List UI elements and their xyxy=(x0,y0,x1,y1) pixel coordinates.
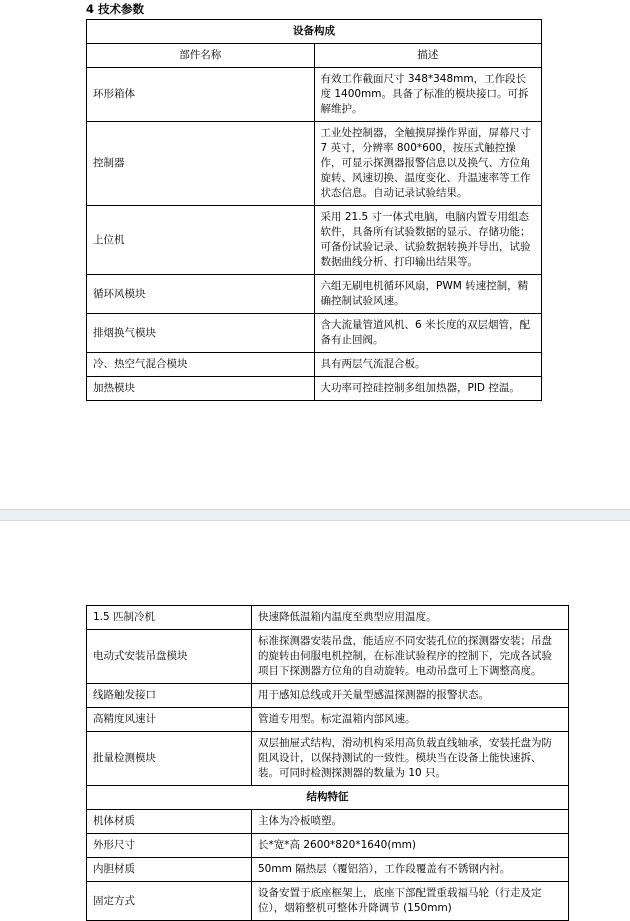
part-desc: 有效工作截面尺寸 348*348mm，工作段长度 1400mm。具备了标准的模块接口。可拆解维护。 xyxy=(314,68,542,122)
part-name: 循环风模块 xyxy=(87,275,315,314)
part-desc: 具有两层气流混合板。 xyxy=(314,353,542,377)
part-desc: 快速降低温箱内温度至典型应用温度。 xyxy=(252,606,569,630)
table-row xyxy=(87,314,542,353)
table-subtitle: 结构特征 xyxy=(87,786,569,810)
part-desc: 标准探测器安装吊盘，能适应不同安装孔位的探测器安装；吊盘的旋转由伺服电机控制，在标准试验程序的控制下，完成各试验项目下探测器方位角的自动旋转。电动吊盘可上下调整高度。 xyxy=(252,630,569,684)
page-gap-top xyxy=(0,401,630,509)
page-gap-bottom xyxy=(0,521,630,605)
table-row xyxy=(87,353,542,377)
table-row xyxy=(87,606,569,630)
table-header-row xyxy=(87,44,542,68)
part-desc: 设备安置于底座框架上，底座下部配置重载福马轮（行走及定位），烟箱整机可整体升降调节 (150mm) xyxy=(252,882,569,921)
part-name: 内胆材质 xyxy=(87,858,252,882)
part-desc: 大功率可控硅控制多组加热器，PID 控温。 xyxy=(314,377,542,401)
part-desc: 管道专用型。标定温箱内部风速。 xyxy=(252,708,569,732)
part-name: 控制器 xyxy=(87,122,315,206)
table-row xyxy=(87,732,569,786)
table-row xyxy=(87,68,542,122)
table-row xyxy=(87,882,569,921)
part-name: 机体材质 xyxy=(87,810,252,834)
table-row xyxy=(87,275,542,314)
part-name: 加热模块 xyxy=(87,377,315,401)
part-desc: 50mm 隔热层（覆铝箔），工作段覆盖有不锈钢内衬。 xyxy=(252,858,569,882)
part-desc: 用于感知总线或开关量型感温探测器的报警状态。 xyxy=(252,684,569,708)
table-row xyxy=(87,810,569,834)
table-row xyxy=(87,684,569,708)
page-break-divider xyxy=(0,509,630,521)
part-desc: 长*宽*高 2600*820*1640(mm) xyxy=(252,834,569,858)
table-subtitle-row xyxy=(87,786,569,810)
table-row xyxy=(87,708,569,732)
table-row xyxy=(87,122,542,206)
part-desc: 工业处控制器，全触摸屏操作界面，屏幕尺寸 7 英寸，分辨率 800*600，按压式触控操作，可显示探测器报警信息以及换气、方位角旋转、风速切换、温度变化、升温速率等工作状态信息。自动记录试验结果。 xyxy=(314,122,542,206)
column-header-name: 部件名称 xyxy=(87,44,315,68)
table-row xyxy=(87,834,569,858)
part-name: 上位机 xyxy=(87,206,315,275)
part-desc: 双层抽屉式结构，滑动机构采用高负载直线轴承，安装托盘为防阻风设计，以保持测试的一致性。模块当在设备上能快速拆、装。可同时检测探测器的数量为 10 只。 xyxy=(252,732,569,786)
column-header-desc: 描述 xyxy=(314,44,542,68)
equipment-composition-table xyxy=(86,19,542,401)
part-name: 固定方式 xyxy=(87,882,252,921)
part-desc: 采用 21.5 寸一体式电脑，电脑内置专用组态软件，具备所有试验数据的显示、存储功能；可备份试验记录、试验数据转换并导出，试验数据曲线分析、打印输出结果等。 xyxy=(314,206,542,275)
part-name: 外形尺寸 xyxy=(87,834,252,858)
part-name: 排烟换气模块 xyxy=(87,314,315,353)
table-row xyxy=(87,377,542,401)
part-name: 线路触发接口 xyxy=(87,684,252,708)
part-desc: 含大流量管道风机、6 米长度的双层烟管，配备有止回阀。 xyxy=(314,314,542,353)
equipment-composition-table-continued xyxy=(86,605,569,921)
table-row xyxy=(87,630,569,684)
part-name: 批量检测模块 xyxy=(87,732,252,786)
part-name: 高精度风速计 xyxy=(87,708,252,732)
table-row xyxy=(87,206,542,275)
part-desc: 主体为冷板喷塑。 xyxy=(252,810,569,834)
part-name: 环形箱体 xyxy=(87,68,315,122)
part-name: 1.5 匹制冷机 xyxy=(87,606,252,630)
table-title: 设备构成 xyxy=(87,20,542,44)
part-desc: 六组无刷电机循环风扇，PWM 转速控制，精确控制试验风速。 xyxy=(314,275,542,314)
table-row xyxy=(87,858,569,882)
part-name: 电动式安装吊盘模块 xyxy=(87,630,252,684)
part-name: 冷、热空气混合模块 xyxy=(87,353,315,377)
table-title-row xyxy=(87,20,542,44)
page-title: 4 技术参数 xyxy=(86,2,145,16)
